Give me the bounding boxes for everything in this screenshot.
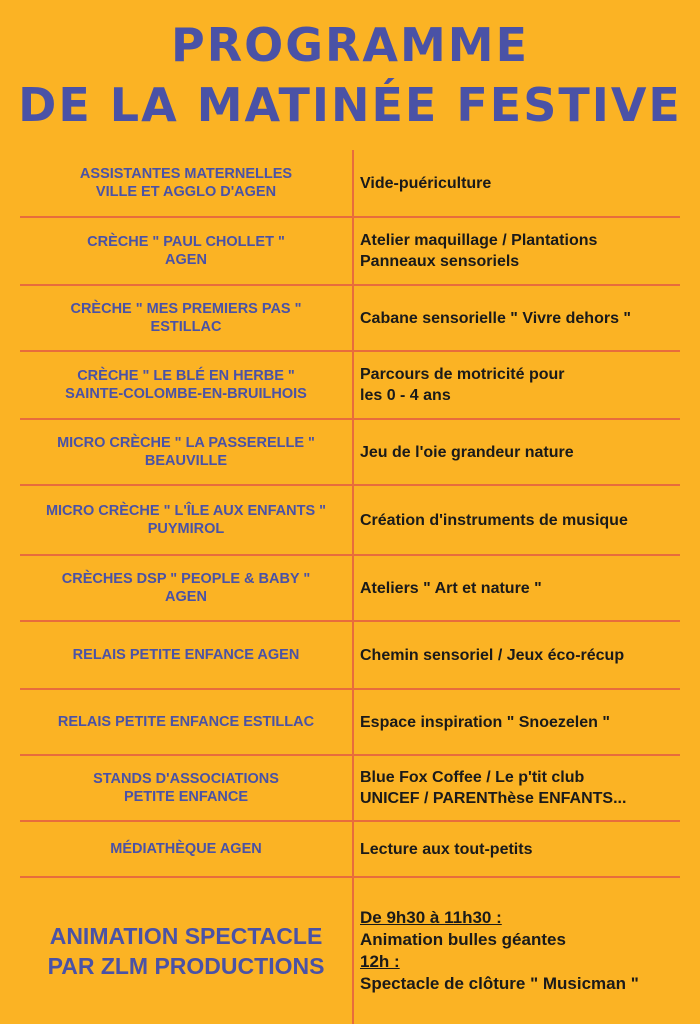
activity-line: Panneaux sensoriels [360, 253, 520, 270]
activity-line: Parcours de motricité pour [360, 366, 565, 383]
table-row-7 [20, 556, 680, 620]
programme-table [20, 150, 680, 1024]
activity-cell [360, 622, 680, 688]
table-row-2 [20, 218, 680, 284]
table-row-3 [20, 286, 680, 350]
organizer-cell [20, 352, 352, 418]
activity-cell [360, 822, 680, 876]
organizer-cell [20, 486, 352, 554]
table-row-8 [20, 622, 680, 688]
organizer-line: AGEN [165, 589, 207, 605]
show-organizer-cell [20, 878, 352, 1024]
page-title-line-2: DE LA MATINÉE FESTIVE [18, 78, 682, 132]
table-row-final [20, 878, 680, 1024]
organizer-line: BEAUVILLE [144, 453, 228, 469]
activity-line: Cabane sensorielle " Vivre dehors " [360, 309, 631, 327]
organizer-line: MICRO CRÈCHE " L'ÎLE AUX ENFANTS " [45, 503, 327, 519]
schedule-event: Spectacle de clôture " Musicman " [360, 974, 639, 993]
activity-line: Lecture aux tout-petits [360, 840, 533, 858]
activity-line: Ateliers " Art et nature " [360, 579, 542, 597]
schedule-time: 12h : [360, 952, 400, 971]
organizer-line: RELAIS PETITE ENFANCE AGEN [72, 647, 300, 663]
table-row-1 [20, 150, 680, 216]
table-row-5 [20, 420, 680, 484]
activity-line: Atelier maquillage / Plantations [360, 232, 598, 249]
activity-cell [360, 556, 680, 620]
show-schedule-cell [360, 878, 680, 1024]
show-organizer-line: PAR ZLM PRODUCTIONS [47, 953, 325, 979]
activity-cell [360, 756, 680, 820]
show-organizer-line: ANIMATION SPECTACLE [49, 923, 323, 949]
organizer-line: CRÈCHE " LE BLÉ EN HERBE " [77, 368, 295, 384]
organizer-line: STANDS D'ASSOCIATIONS [93, 771, 279, 787]
activity-cell [360, 420, 680, 484]
organizer-line: CRÈCHES DSP " PEOPLE & BABY " [61, 571, 311, 587]
table-row-9 [20, 690, 680, 754]
activity-cell [360, 218, 680, 284]
organizer-cell [20, 556, 352, 620]
activity-line: Création d'instruments de musique [360, 511, 628, 529]
activity-cell [360, 286, 680, 350]
organizer-line: CRÈCHE " MES PREMIERS PAS " [70, 301, 302, 317]
table-row-4 [20, 352, 680, 418]
table-row-11 [20, 822, 680, 876]
activity-line: Jeu de l'oie grandeur nature [360, 443, 574, 461]
activity-line: Vide-puériculture [360, 174, 492, 192]
organizer-cell [20, 822, 352, 876]
table-row-6 [20, 486, 680, 554]
schedule-time: De 9h30 à 11h30 : [360, 908, 502, 927]
organizer-line: MÉDIATHÈQUE AGEN [110, 841, 262, 857]
activity-line: Chemin sensoriel / Jeux éco-récup [360, 646, 625, 664]
schedule-event: Animation bulles géantes [360, 930, 566, 949]
organizer-cell [20, 218, 352, 284]
organizer-line: VILLE ET AGGLO D'AGEN [95, 184, 277, 200]
organizer-cell [20, 756, 352, 820]
organizer-line: PUYMIROL [147, 521, 225, 537]
activity-cell [360, 150, 680, 216]
organizer-line: MICRO CRÈCHE " LA PASSERELLE " [57, 435, 315, 451]
organizer-cell [20, 690, 352, 754]
activity-line: Blue Fox Coffee / Le p'tit club [360, 769, 585, 786]
organizer-cell [20, 286, 352, 350]
page-title-line-1: PROGRAMME [171, 18, 529, 72]
activity-line: les 0 - 4 ans [360, 387, 451, 404]
activity-line: Espace inspiration " Snoezelen " [360, 713, 610, 731]
organizer-line: SAINTE-COLOMBE-EN-BRUILHOIS [65, 386, 307, 402]
activity-cell [360, 352, 680, 418]
table-row-10 [20, 756, 680, 820]
organizer-line: RELAIS PETITE ENFANCE ESTILLAC [57, 714, 315, 730]
organizer-cell [20, 150, 352, 216]
organizer-line: ESTILLAC [150, 319, 222, 335]
organizer-cell [20, 420, 352, 484]
organizer-line: CRÈCHE " PAUL CHOLLET " [87, 234, 285, 250]
organizer-cell [20, 622, 352, 688]
organizer-line: PETITE ENFANCE [123, 789, 249, 805]
organizer-line: ASSISTANTES MATERNELLES [79, 166, 293, 182]
activity-line: UNICEF / PARENThèse ENFANTS... [360, 790, 627, 807]
activity-cell [360, 690, 680, 754]
activity-cell [360, 486, 680, 554]
organizer-line: AGEN [165, 252, 207, 268]
